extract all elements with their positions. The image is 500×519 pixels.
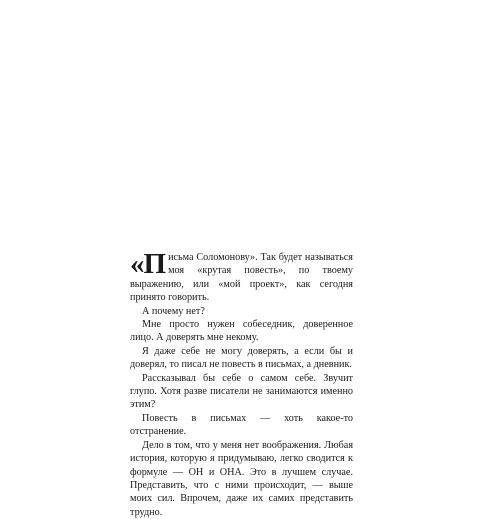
paragraph-4: Я даже себе не могу доверять, а если бы и доверял, то писал не повесть в письмах, а дневник. — [130, 345, 353, 371]
paragraph-5: Рассказывал бы себе о самом себе. Звучит глупо. Хотя разве писатели не занимаются именно этим? — [130, 372, 353, 411]
paragraph-2: А почему нет? — [142, 305, 205, 317]
body-text — [130, 248, 353, 519]
paragraph-7: Дело в том, что у меня нет воображения. Любая история, которую я придумываю, легко сводится к формуле — ОН и ОНА. Это в лучшем случае. Представить, что с ними происходит, — выше моих сил. Впрочем, даже их самих представить трудно. — [130, 439, 353, 518]
paragraph-3: Мне просто нужен собеседник, доверенное лицо. А доверять мне некому. — [130, 319, 353, 344]
drop-cap: «П — [130, 248, 166, 280]
paragraph-1 — [130, 248, 353, 305]
paragraph-1-text: исьма Соломонову». Так будет называться моя «крутая повесть», по твоему выражению, или «мой проект», как сегодня принято говорить. — [130, 252, 353, 304]
paragraph-6: Повесть в письмах — хоть какое-то отстранение. — [130, 412, 353, 438]
